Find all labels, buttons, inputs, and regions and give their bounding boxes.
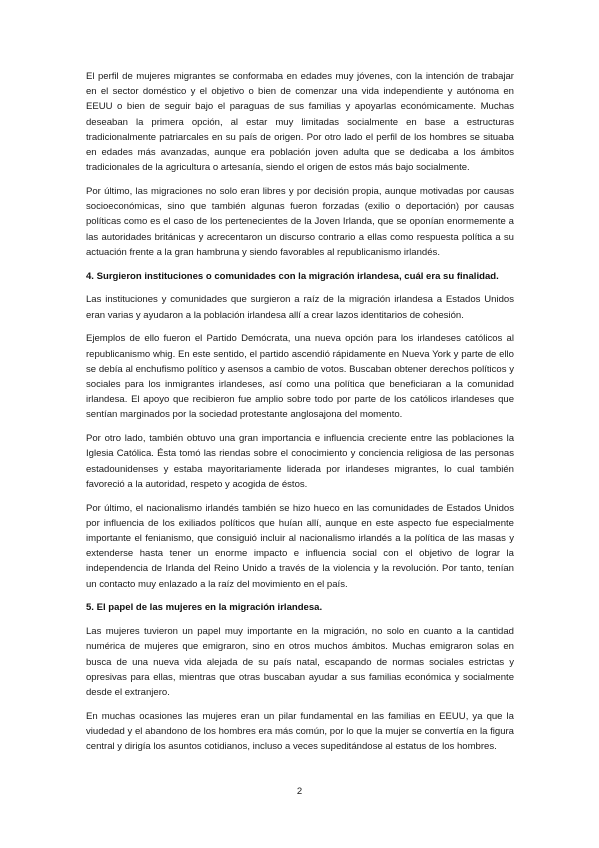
paragraph-institutions-intro: Las instituciones y comunidades que surgieron a raíz de la migración irlandesa a Estados Unidos eran varias y ayudaron a la población irlandesa allí a crear lazos identitarios de cohesión.: [86, 294, 514, 321]
section-heading-women-role: 5. El papel de las mujeres en la migración irlandesa.: [86, 602, 323, 614]
paragraph-women-importance: Las mujeres tuvieron un papel muy importante en la migración, no solo en cuanto a la cantidad numérica de mujeres que emigraron, sino en otros muchos ámbitos. Muchas emigraron solas en busca de una nueva vida alejada de su país natal, escapando de normas sociales estrictas y opresivas para ellas, mientras que otras buscaban ayudar a sus familias económica y socialmente desde el extranjero.: [86, 626, 514, 699]
paragraph-catholic-church: Por otro lado, también obtuvo una gran importancia e influencia creciente entre las poblaciones la Iglesia Católica. Ésta tomó las riendas sobre el conocimiento y conciencia religiosa de las personas estadounidenses y estaba mayoritariamente liderada por irlandeses migrantes, lo cual también favoreció a la autoridad, respeto y acogida de éstos.: [86, 433, 514, 490]
page-number: 2: [296, 786, 303, 797]
paragraph-democratic-party: Ejemplos de ello fueron el Partido Demócrata, una nueva opción para los irlandeses católicos al republicanismo whig. En este sentido, el partido ascendió rápidamente en Nueva York y parte de ello se debía al enchufismo político y asensos a cambio de votos. Buscaban obtener derechos políticos y sociales para los inmigrantes irlandeses, así como una política que beneficiaran a la comunidad irlandesa. El apoyo que recibieron fue amplio sobre todo por parte de los católicos irlandeses que sentían marginados por la sociedad protestante anglosajona del momento.: [86, 333, 514, 421]
paragraph-forced-migrations: Por último, las migraciones no solo eran libres y por decisión propia, aunque motivadas por causas socioeconómicas, sino que también algunas fueron forzadas (exilio o deportación) por causas políticas como es el caso de los pertenecientes de la Joven Irlanda, que se oponían enormemente a las autoridades británicas y acrecentaron un discurso contrario a ellas como respuesta política a su actuación frente a la gran hambruna y siendo favorables al republicanismo irlandés.: [86, 186, 514, 258]
section-heading-institutions: 4. Surgieron instituciones o comunidades con la migración irlandesa, cuál era su finalidad.: [86, 270, 499, 282]
paragraph-irish-nationalism: Por último, el nacionalismo irlandés también se hizo hueco en las comunidades de Estados Unidos por influencia de los exiliados políticos que huían allí, aunque en este aspecto fue especialmente importante el fenianismo, que consiguió incluir al nacionalismo irlandés a la política de las masas y extenderse hasta tener un enorme impacto e influencia social con el objetivo de lograr la independencia de Irlanda del Reino Unido a través de la violencia y la revolución. Por tanto, tenían un contacto muy enlazado a la raíz del movimiento en el país.: [86, 502, 514, 590]
document-body: [86, 69, 514, 763]
paragraph-women-family-pillar: En muchas ocasiones las mujeres eran un pilar fundamental en las familias en EEUU, ya que la viudedad y el abandono de los hombres era más común, por lo que la mujer se convertía en la figura central y dirigía los asuntos cotidianos, incluso a veces supeditándose al estatus de los hombres.: [86, 710, 514, 753]
paragraph-womens-profile: El perfil de mujeres migrantes se conformaba en edades muy jóvenes, con la intención de trabajar en el sector doméstico y el objetivo o bien de comenzar una vida independiente y autónoma en EEUU o bien de seguir bajo el paraguas de sus familias y apoyarlas económicamente. Muchas deseaban la primera opción, al estar muy limitadas socialmente en base a estructuras tradicionalmente patriarcales en su país de origen. Por otro lado el perfil de los hombres se situaba en edades más avanzadas, aunque era población joven adulta que se dedicaba a los ámbitos tradicionales de la agricultura o artesanía, siendo el origen de estos más bajo socialmente.: [86, 71, 514, 174]
